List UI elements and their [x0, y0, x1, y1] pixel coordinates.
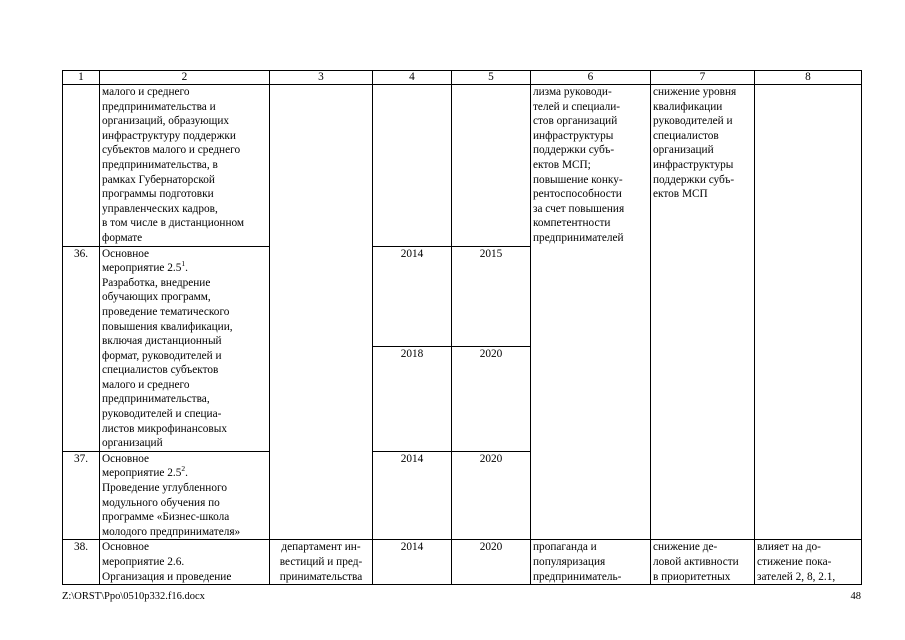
activity-title-text-cont: . Проведение углубленного модульного обучения по программе «Бизнес-школа молодого предпринимателя»: [102, 467, 241, 538]
column-number-8: 8: [755, 71, 862, 85]
activity-title-text: Основное мероприятие 2.5: [102, 452, 182, 480]
row-number-cell: 36.: [63, 246, 100, 451]
file-path-footer: Z:\ORST\Ppo\0510p332.f16.docx: [62, 591, 205, 602]
executor-cell: [270, 85, 373, 540]
start-year-cell: 2018: [373, 346, 452, 451]
expected-result-cell: пропаганда и популяризация предприниматель-: [531, 540, 651, 585]
column-number-4: 4: [373, 71, 452, 85]
end-year-cell: 2020: [452, 540, 531, 585]
start-year-cell: [373, 85, 452, 247]
table-row: [63, 540, 862, 585]
start-year-cell: 2014: [373, 451, 452, 540]
column-number-6: 6: [531, 71, 651, 85]
column-number-7: 7: [651, 71, 755, 85]
end-year-cell: [452, 85, 531, 247]
start-year-cell: 2014: [373, 540, 452, 585]
column-number-3: 3: [270, 71, 373, 85]
executor-cell: департамент ин- вестиций и пред- принимательства: [270, 540, 373, 585]
row-number-cell: 37.: [63, 451, 100, 540]
expected-result-cell: лизма руководи- телей и специали- стов организаций инфраструктуры поддержки субъ- ектов МСП; повышение конку- рентоспособности за счет повышения компетентности предпринимателей: [531, 85, 651, 540]
consequence-cell: снижение уровня квалификации руководителей и специалистов организаций инфраструктуры поддержки субъ- ектов МСП: [651, 85, 755, 540]
consequence-cell: снижение де- ловой активности в приоритетных: [651, 540, 755, 585]
end-year-cell: 2020: [452, 346, 531, 451]
activity-title-text-cont: . Разработка, внедрение обучающих программ, проведение тематического повышения квалификации, включая дистанционный формат, руководителей и специалистов субъектов малого и среднего предпринимательства, руководителей и специа- листов микрофинансовых организаций: [102, 262, 233, 450]
activity-title-cell: малого и среднего предпринимательства и организаций, образующих инфраструктуру поддержки субъектов малого и среднего предпринимательства, в рамках Губернаторской программы подготовки управленческих кадров, в том числе в дистанционном формате: [100, 85, 270, 247]
indicator-relation-cell: [755, 85, 862, 540]
start-year-cell: 2014: [373, 246, 452, 346]
column-number-row: [63, 71, 862, 85]
column-number-2: 2: [100, 71, 270, 85]
activity-title-cell: Основное мероприятие 2.6. Организация и проведение: [100, 540, 270, 585]
activity-title-cell: [100, 246, 270, 451]
end-year-cell: 2020: [452, 451, 531, 540]
end-year-cell: 2015: [452, 246, 531, 346]
column-number-5: 5: [452, 71, 531, 85]
row-number-cell: 38.: [63, 540, 100, 585]
row-number-cell: [63, 85, 100, 247]
footnote-mark: 1: [181, 259, 186, 269]
page-number: 48: [850, 591, 861, 602]
indicator-relation-cell: влияет на до- стижение пока- зателей 2, 8, 2.1,: [755, 540, 862, 585]
activity-title-text: Основное мероприятие 2.5: [102, 247, 182, 275]
activity-title-cell: [100, 451, 270, 540]
footnote-mark: 2: [181, 464, 186, 474]
table-row-continuation: [63, 85, 862, 247]
column-number-1: 1: [63, 71, 100, 85]
program-activities-table: [62, 70, 862, 585]
